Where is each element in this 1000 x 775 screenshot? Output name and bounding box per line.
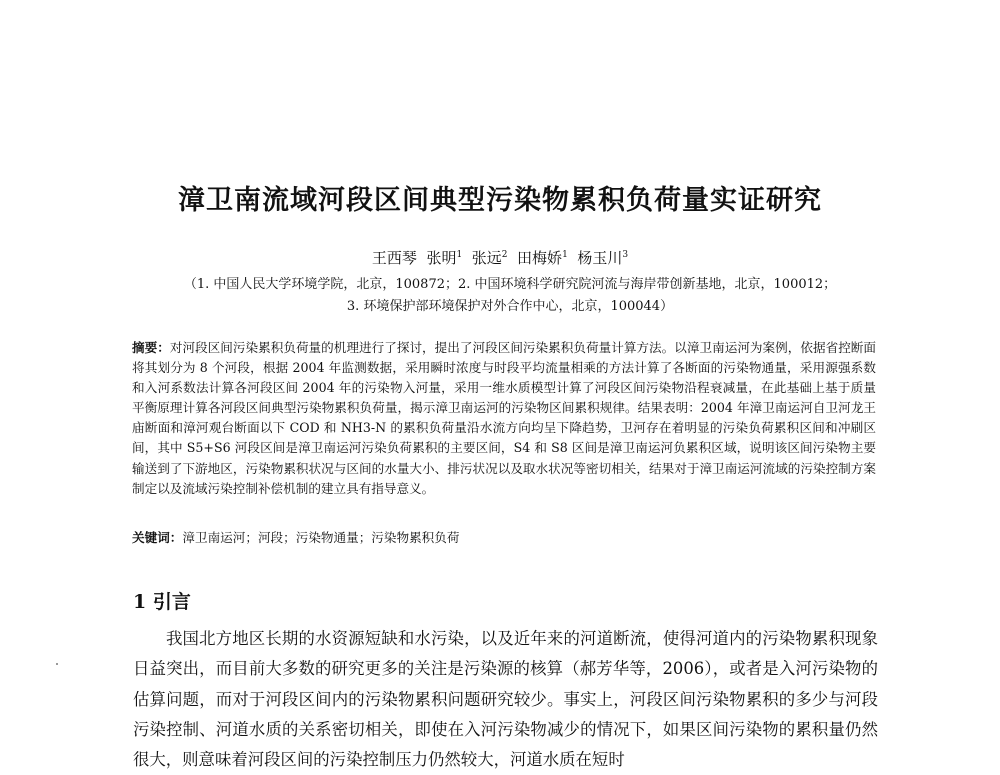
scan-speck [56,663,58,665]
author-affiliation-mark: 1 [562,250,568,260]
author-affiliation-mark: 3 [622,250,629,260]
author-name: 张明 [426,249,457,267]
author-affiliation-mark: 2 [501,250,508,260]
keywords [132,528,876,548]
author-name: 张远 [471,249,502,267]
section-heading: 1 引言 [133,591,191,613]
author-name: 杨玉川 [577,249,623,267]
author-affiliation-mark: 1 [456,250,463,260]
abstract-label: 摘要： [132,340,170,355]
keywords-text: 漳卫南运河；河段；污染物通量；污染物累积负荷 [182,530,460,545]
abstract [132,338,876,499]
author-name: 田梅娇 [517,249,563,267]
author-name: 王西琴 [371,249,417,267]
affiliation-line: （1. 中国人民大学环境学院，北京，100872；2. 中国环境科学研究院河流与海岸带创新基地，北京，100012； [183,277,837,292]
body-paragraph: 我国北方地区长期的水资源短缺和水污染，以及近年来的河道断流，使得河道内的污染物累积现象日益突出，而目前大多数的研究更多的关注是污染源的核算（郝芳华等，2006），或者是入河污染物的估算问题，而对于河段区间内的污染物累积问题研究较少。事实上，河段区间污染物累积的多少与河段污染控制、河道水质的关系密切相关，即使在入河污染物减少的情况下，如果区间污染物的累积量仍然很大，则意味着河段区间的污染控制压力仍然较大，河道水质在短时 [133,629,878,770]
keywords-label: 关键词： [132,530,183,545]
abstract-text: 对河段区间污染累积负荷量的机理进行了探讨，提出了河段区间污染累积负荷量计算方法。以漳卫南运河为案例，依据省控断面将其划分为 8 个河段，根据 2004 年监测数据，采用瞬时浓度与时段平均流量相乘的方法计算了各断面的污染物通量，采用源强系数和入河系数法计算各河段区间 2004 年的污染物入河量，采用一维水质模型计算了河段区间污染物沿程衰减量，在此基础上基于质量平衡原理计算各河段区间典型污染物累积负荷量，揭示漳卫南运河的污染物区间累积规律。结果表明：2004 年漳卫南运河自卫河龙王庙断面和漳河观台断面以下 COD 和 NH3-N 的累积负荷量沿水流方向均呈下降趋势，卫河存在着明显的污染负荷累积区间和冲刷区间，其中 S5+S6 河段区间是漳卫南运河污染负荷累积的主要区间，S4 和 S8 区间是漳卫南运河负累积区域，说明该区间污染物主要输送到了下游地区，污染物累积状况与区间的水量大小、排污状况以及取水状况等密切相关，结果对于漳卫南运河流域的污染控制方案制定以及流域污染控制补偿机制的建立具有指导意义。 [132,340,877,496]
author-list [0,245,1000,268]
paper-title: 漳卫南流域河段区间典型污染物累积负荷量实证研究 [178,185,822,216]
affiliation-line: 3. 环境保护部环境保护对外合作中心，北京，100044） [346,299,674,314]
